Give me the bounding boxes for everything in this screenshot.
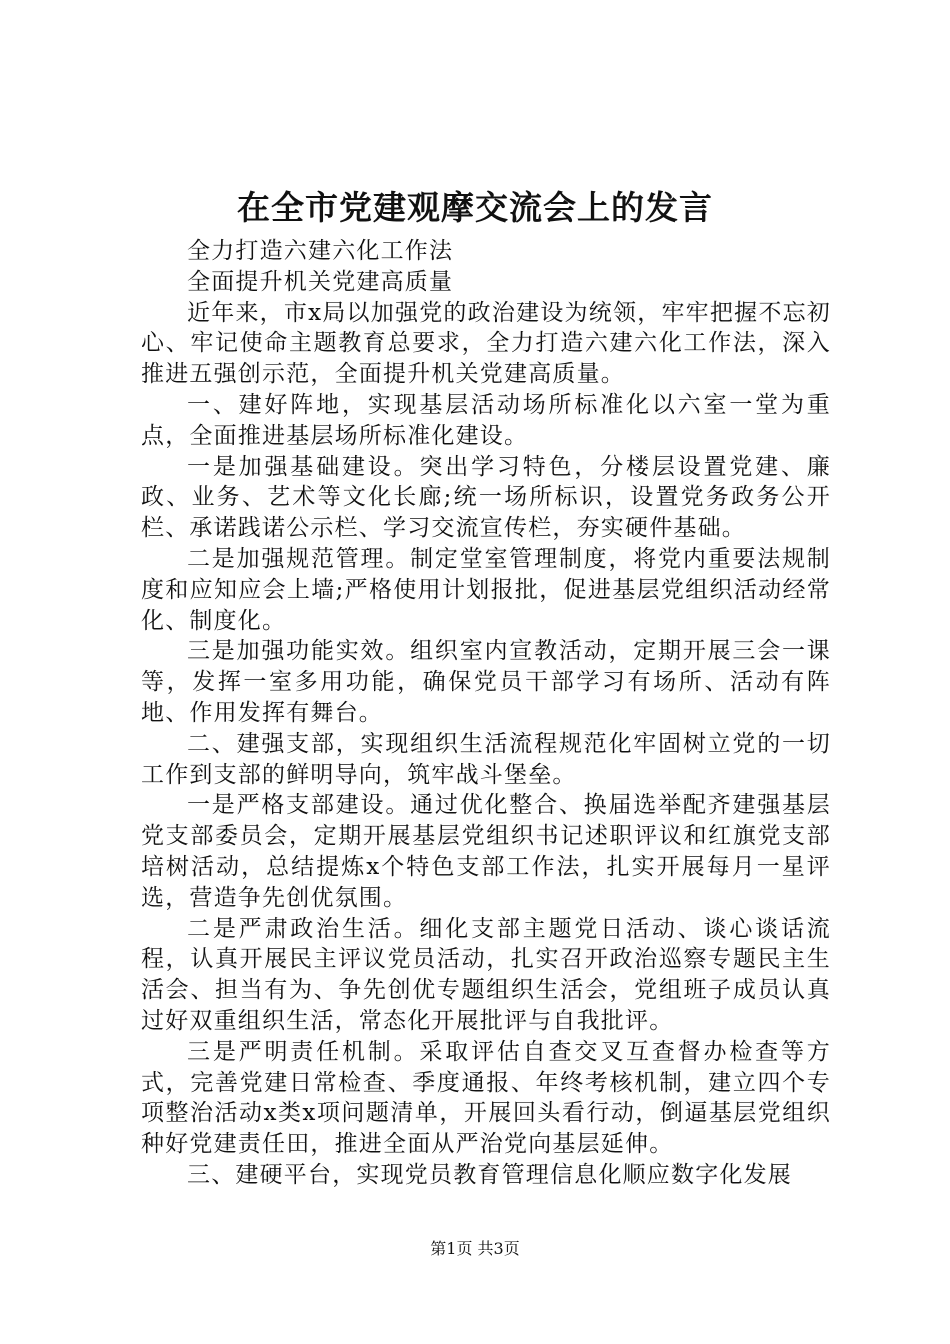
body-paragraph: 三是严明责任机制。采取评估自查交叉互查督办检查等方式，完善党建日常检查、季度通报、年终考核机制，建立四个专项整治活动x类x项问题清单，开展回头看行动，倒逼基层党组织种好党建责任田，推进全面从严治党向基层延伸。 (141, 1038, 831, 1158)
body-paragraph: 近年来，市x局以加强党的政治建设为统领，牢牢把握不忘初心、牢记使命主题教育总要求，全力打造六建六化工作法，深入推进五强创示范，全面提升机关党建高质量。 (141, 299, 831, 388)
body-paragraph: 二是严肃政治生活。细化支部主题党日活动、谈心谈话流程，认真开展民主评议党员活动，扎实召开政治巡察专题民主生活会、担当有为、争先创优专题组织生活会，党组班子成员认真过好双重组织生活，常态化开展批评与自我批评。 (141, 915, 831, 1034)
section-heading-3: 三、建硬平台，实现党员教育管理信息化顺应数字化发展 (187, 1161, 792, 1188)
subtitle-line-2: 全面提升机关党建高质量 (187, 268, 454, 295)
section-heading-2: 二、建强支部，实现组织生活流程规范化牢固树立党的一切工作到支部的鲜明导向，筑牢战斗堡垒。 (141, 730, 831, 788)
body-paragraph: 二是加强规范管理。制定堂室管理制度，将党内重要法规制度和应知应会上墙;严格使用计划报批，促进基层党组织活动经常化、制度化。 (141, 545, 831, 634)
section-heading-1: 一、建好阵地，实现基层活动场所标准化以六室一堂为重点，全面推进基层场所标准化建设。 (141, 391, 831, 449)
page-footer: 第1页 共3页 (430, 1239, 520, 1258)
body-paragraph: 一是严格支部建设。通过优化整合、换届选举配齐建强基层党支部委员会，定期开展基层党组织书记述职评议和红旗党支部培树活动，总结提炼x个特色支部工作法，扎实开展每月一星评选，营造争先创优氛围。 (141, 792, 831, 911)
body-paragraph: 一是加强基础建设。突出学习特色，分楼层设置党建、廉政、业务、艺术等文化长廊;统一场所标识，设置党务政务公开栏、承诺践诺公示栏、学习交流宣传栏，夯实硬件基础。 (141, 453, 831, 542)
document-body (141, 236, 831, 1191)
document-title: 在全市党建观摩交流会上的发言 (237, 188, 713, 227)
body-paragraph: 三是加强功能实效。组织室内宣教活动，定期开展三会一课等，发挥一室多用功能，确保党员干部学习有场所、活动有阵地、作用发挥有舞台。 (141, 638, 831, 726)
subtitle-line-1: 全力打造六建六化工作法 (187, 238, 454, 264)
